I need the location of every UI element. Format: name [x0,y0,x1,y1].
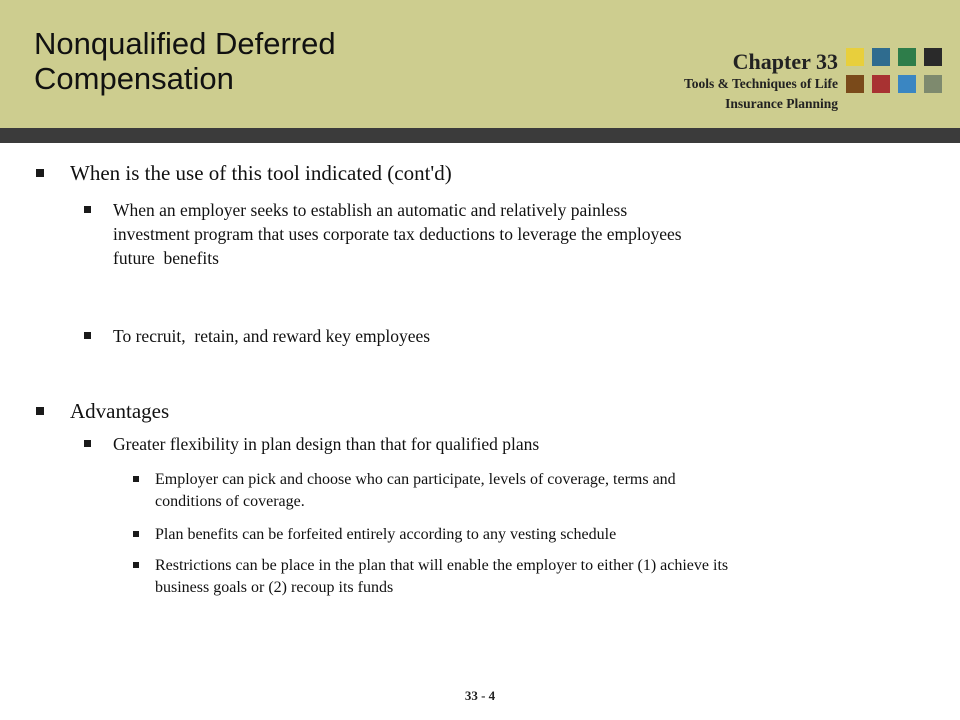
bullet-text [113,324,950,348]
color-square [898,48,916,66]
bullet-text-line: Greater flexibility in plan design than that for qualified plans [113,434,540,454]
bullet-text [113,432,950,456]
bullet-text-line: Plan benefits can be forfeited entirely according to any vesting schedule [155,526,617,543]
square-bullet-icon [84,440,91,447]
bullet-text [70,398,950,424]
slide-title-line-2: Compensation [34,61,234,96]
chapter-label [684,50,838,114]
color-square [872,48,890,66]
bullet-text-line: To recruit, retain, and reward key employees [113,326,431,346]
bullet-text [155,524,950,546]
book-title-line-1: Tools & Techniques of Life [683,76,838,91]
slide-title [34,26,336,96]
color-square [924,48,942,66]
bullet-text-line: future benefits [113,248,219,268]
book-title-line-2: Insurance Planning [725,96,838,111]
square-bullet-icon [84,332,91,339]
bullet-text-line: Employer can pick and choose who can participate, levels of coverage, terms and [155,471,676,488]
chapter-number: Chapter 33 [732,49,838,74]
color-square [898,75,916,93]
bullet-text-line: Restrictions can be place in the plan that will enable the employer to either (1) achieve its [155,557,729,574]
square-bullet-icon [84,206,91,213]
color-squares-decoration [846,48,942,94]
bullet-text [113,198,950,270]
bullet-text [155,469,950,513]
color-square [846,75,864,93]
bullet-text-line: investment program that uses corporate tax deductions to leverage the employees [113,224,682,244]
bullet-text-line: When an employer seeks to establish an automatic and relatively painless [113,200,628,220]
square-bullet-icon [133,562,139,568]
header-divider-bar [0,128,960,143]
bullet-text [70,160,950,186]
bullet-text-line: When is the use of this tool indicated (cont'd) [70,161,452,185]
page-number: 33 - 4 [464,688,496,703]
square-bullet-icon [36,407,44,415]
square-bullet-icon [36,169,44,177]
color-square [846,48,864,66]
bullet-text-line: Advantages [70,399,170,423]
bullet-text-line: conditions of coverage. [155,493,305,510]
color-square [924,75,942,93]
bullet-text [155,555,950,599]
bullet-text-line: business goals or (2) recoup its funds [155,579,394,596]
square-bullet-icon [133,531,139,537]
square-bullet-icon [133,476,139,482]
color-square [872,75,890,93]
slide-title-line-1: Nonqualified Deferred [34,26,336,61]
